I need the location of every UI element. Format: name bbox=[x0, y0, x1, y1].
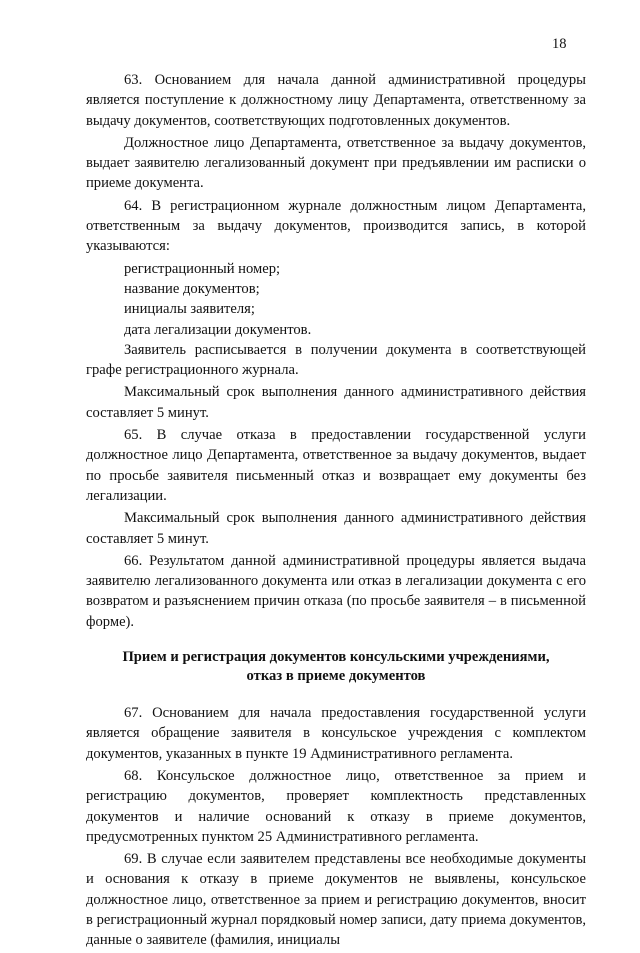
list-item: название документов; bbox=[124, 280, 260, 297]
section-heading-line-1: Прием и регистрация документов консульскими учреждениями, bbox=[122, 649, 550, 666]
section-heading bbox=[86, 648, 586, 686]
paragraph-66: 66. Результатом данной административной процедуры является выдача заявителю легализованного документа или отказ в легализации документа с его возвратом и разъяснением причин отказа (по просьбе заявителя – в письменной форме). bbox=[86, 552, 586, 630]
page-number: 18 bbox=[552, 36, 567, 52]
paragraph-63-continued: Должностное лицо Департамента, ответственное за выдачу документов, выдает заявителю легализованный документ при предъявлении им расписки о приеме документа. bbox=[86, 134, 586, 192]
list-item: регистрационный номер; bbox=[124, 260, 281, 277]
paragraph-64-signature: Заявитель расписывается в получении документа в соответствующей графе регистрационного журнала. bbox=[86, 341, 586, 379]
list-item: дата легализации документов. bbox=[124, 321, 312, 338]
paragraph-63: 63. Основанием для начала данной административной процедуры является поступление к должностному лицу Департамента, ответственному за выдачу документов, соответствующих подготовленных документов. bbox=[86, 72, 586, 129]
registration-fields-list bbox=[86, 259, 586, 340]
paragraph-65-time-limit: Максимальный срок выполнения данного административного действия составляет 5 минут. bbox=[86, 510, 586, 547]
section-heading-line-2: отказ в приеме документов bbox=[246, 668, 426, 685]
paragraph-64-time-limit: Максимальный срок выполнения данного административного действия составляет 5 минут. bbox=[86, 384, 586, 421]
paragraph-68: 68. Консульское должностное лицо, ответственное за прием и регистрацию документов, проверяет комплектность представленных документов и наличие оснований к отказу в приеме документов, предусмотренных пунктом 25 Административного регламента. bbox=[86, 767, 586, 845]
document-body bbox=[86, 70, 586, 953]
paragraph-69: 69. В случае если заявителем представлены все необходимые документы и основания к отказу в приеме документов не выявлены, консульское должностное лицо, ответственное за прием и регистрацию документов, вносит в регистрационный журнал порядковый номер записи, дату приема документов, данные о заявителе (фамилия, инициалы bbox=[86, 851, 586, 949]
list-item: инициалы заявителя; bbox=[124, 301, 255, 318]
paragraph-67: 67. Основанием для начала предоставления государственной услуги является обращение заявителя в консульское учреждения с комплектом документов, указанных в пункте 19 Административного регламента. bbox=[86, 705, 586, 762]
paragraph-65: 65. В случае отказа в предоставлении государственной услуги должностное лицо Департамента, ответственное за выдачу документов, выдает по просьбе заявителя письменный отказ и возвращает ему документы без легализации. bbox=[86, 427, 586, 504]
paragraph-64: 64. В регистрационном журнале должностным лицом Департамента, ответственным за выдачу документов, производится запись, в которой указываются: bbox=[86, 197, 586, 255]
